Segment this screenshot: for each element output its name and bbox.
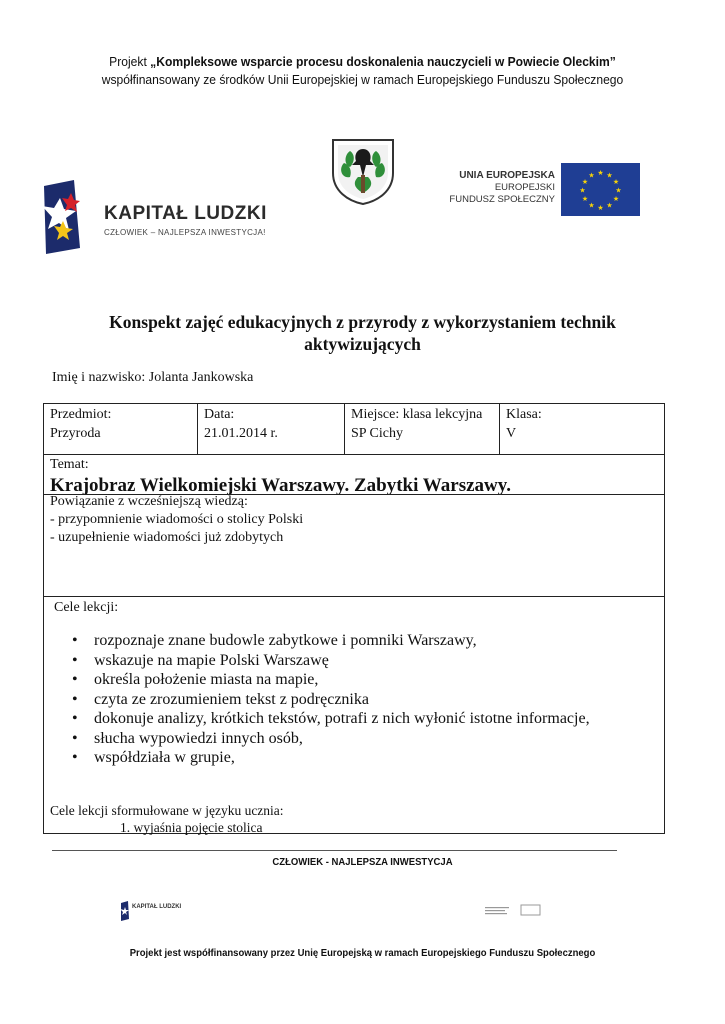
goal-item: • dokonuje analizy, krótkich tekstów, potrafi z nich wyłonić istotne informacje, xyxy=(70,709,590,729)
eu-line3: FUNDUSZ SPOŁECZNY xyxy=(449,194,555,205)
project-header-line2: współfinansowany ze środków Unii Europejskiej w ramach Europejskiego Funduszu Społecznego xyxy=(101,72,624,87)
eu-line1: UNIA EUROPEJSKA xyxy=(459,170,555,181)
title-line1: Konspekt zajęć edukacyjnych z przyrody z wykorzystaniem technik xyxy=(109,312,616,332)
goal-item: • słucha wypowiedzi innych osób, xyxy=(70,729,590,749)
subject-label: Przedmiot: xyxy=(50,407,112,422)
eu-flag-icon xyxy=(561,163,640,216)
topic-label: Temat: xyxy=(50,457,89,472)
goal-item: • współdziała w grupie, xyxy=(70,748,590,768)
place-label: Miejsce: klasa lekcyjna xyxy=(351,407,483,422)
svg-text:★: ★ xyxy=(612,178,620,186)
svg-text:★: ★ xyxy=(606,171,613,180)
svg-text:★: ★ xyxy=(612,195,620,203)
svg-text:★: ★ xyxy=(588,171,595,180)
kapital-ludzki-name: KAPITAŁ LUDZKI xyxy=(104,203,267,224)
subject-value: Przyroda xyxy=(50,426,101,441)
kapital-ludzki-star-icon xyxy=(40,178,102,260)
place-cell xyxy=(345,403,488,445)
goal-item: • wskazuje na mapie Polski Warszawę xyxy=(70,651,590,671)
prior-item: - uzupełnienie wiadomości już zdobytych xyxy=(50,530,284,545)
project-prefix: Projekt xyxy=(109,54,151,69)
project-header-line1 xyxy=(25,53,699,70)
kapital-ludzki-slogan: CZŁOWIEK – NAJLEPSZA INWESTYCJA! xyxy=(104,228,266,237)
eu-logo-text xyxy=(440,170,555,206)
footer-cofinance: Projekt jest współfinansowany przez Unię Europejską w ramach Europejskiego Funduszu Społecznego xyxy=(129,948,596,959)
student-goal-item: 1. wyjaśnia pojęcie stolica xyxy=(120,820,263,835)
prior-label: Powiązanie z wcześniejszą wiedzą: xyxy=(50,494,248,509)
footer-slogan: CZŁOWIEK - NAJLEPSZA INWESTYCJA xyxy=(272,857,453,868)
svg-text:★: ★ xyxy=(588,201,595,210)
topic-value: Krajobraz Wielkomiejski Warszawy. Zabytki Warszawy. xyxy=(50,475,511,496)
svg-text:★: ★ xyxy=(579,186,586,195)
olecko-crest-icon xyxy=(330,137,396,205)
project-name: „Kompleksowe wsparcie procesu doskonalenia nauczycieli w Powiecie Oleckim” xyxy=(150,54,616,69)
student-goals-cell xyxy=(44,800,290,838)
date-cell xyxy=(198,403,284,445)
kapital-ludzki-logo xyxy=(40,178,280,260)
footer-kl-star-icon xyxy=(120,901,130,921)
goals-label: Cele lekcji: xyxy=(54,600,119,615)
footer-eu-logo-icon xyxy=(485,903,541,915)
svg-text:★: ★ xyxy=(581,178,589,186)
date-label: Data: xyxy=(204,407,235,422)
author-name: Imię i nazwisko: Jolanta Jankowska xyxy=(52,370,254,385)
svg-text:★: ★ xyxy=(581,195,589,203)
footer-kapital-ludzki-logo xyxy=(120,900,190,922)
class-label: Klasa: xyxy=(506,407,542,422)
svg-text:★: ★ xyxy=(597,169,604,177)
eu-line2: EUROPEJSKI xyxy=(494,182,555,193)
class-cell xyxy=(500,403,548,445)
place-value: SP Cichy xyxy=(351,426,403,441)
footer-kl-name: KAPITAŁ LUDZKI xyxy=(132,904,182,910)
class-value: V xyxy=(506,426,517,441)
goal-item: • czyta ze zrozumieniem tekst z podręcznika xyxy=(70,690,590,710)
goal-item: • określa położenie miasta na mapie, xyxy=(70,670,590,690)
svg-text:★: ★ xyxy=(606,201,613,210)
prior-knowledge-cell xyxy=(44,493,309,549)
svg-text:★: ★ xyxy=(615,186,622,195)
goal-item: • rozpoznaje znane budowle zabytkowe i pomniki Warszawy, xyxy=(70,631,590,651)
svg-text:★: ★ xyxy=(597,204,604,212)
document-title xyxy=(40,311,685,355)
date-value: 21.01.2014 r. xyxy=(204,426,278,441)
prior-item: - przypomnienie wiadomości o stolicy Polski xyxy=(50,512,304,527)
goals-list xyxy=(70,631,590,768)
subject-cell xyxy=(44,403,117,445)
title-line2: aktywizujących xyxy=(304,334,421,354)
footer-divider xyxy=(52,850,617,851)
student-goals-label: Cele lekcji sformułowane w języku ucznia: xyxy=(50,803,284,818)
